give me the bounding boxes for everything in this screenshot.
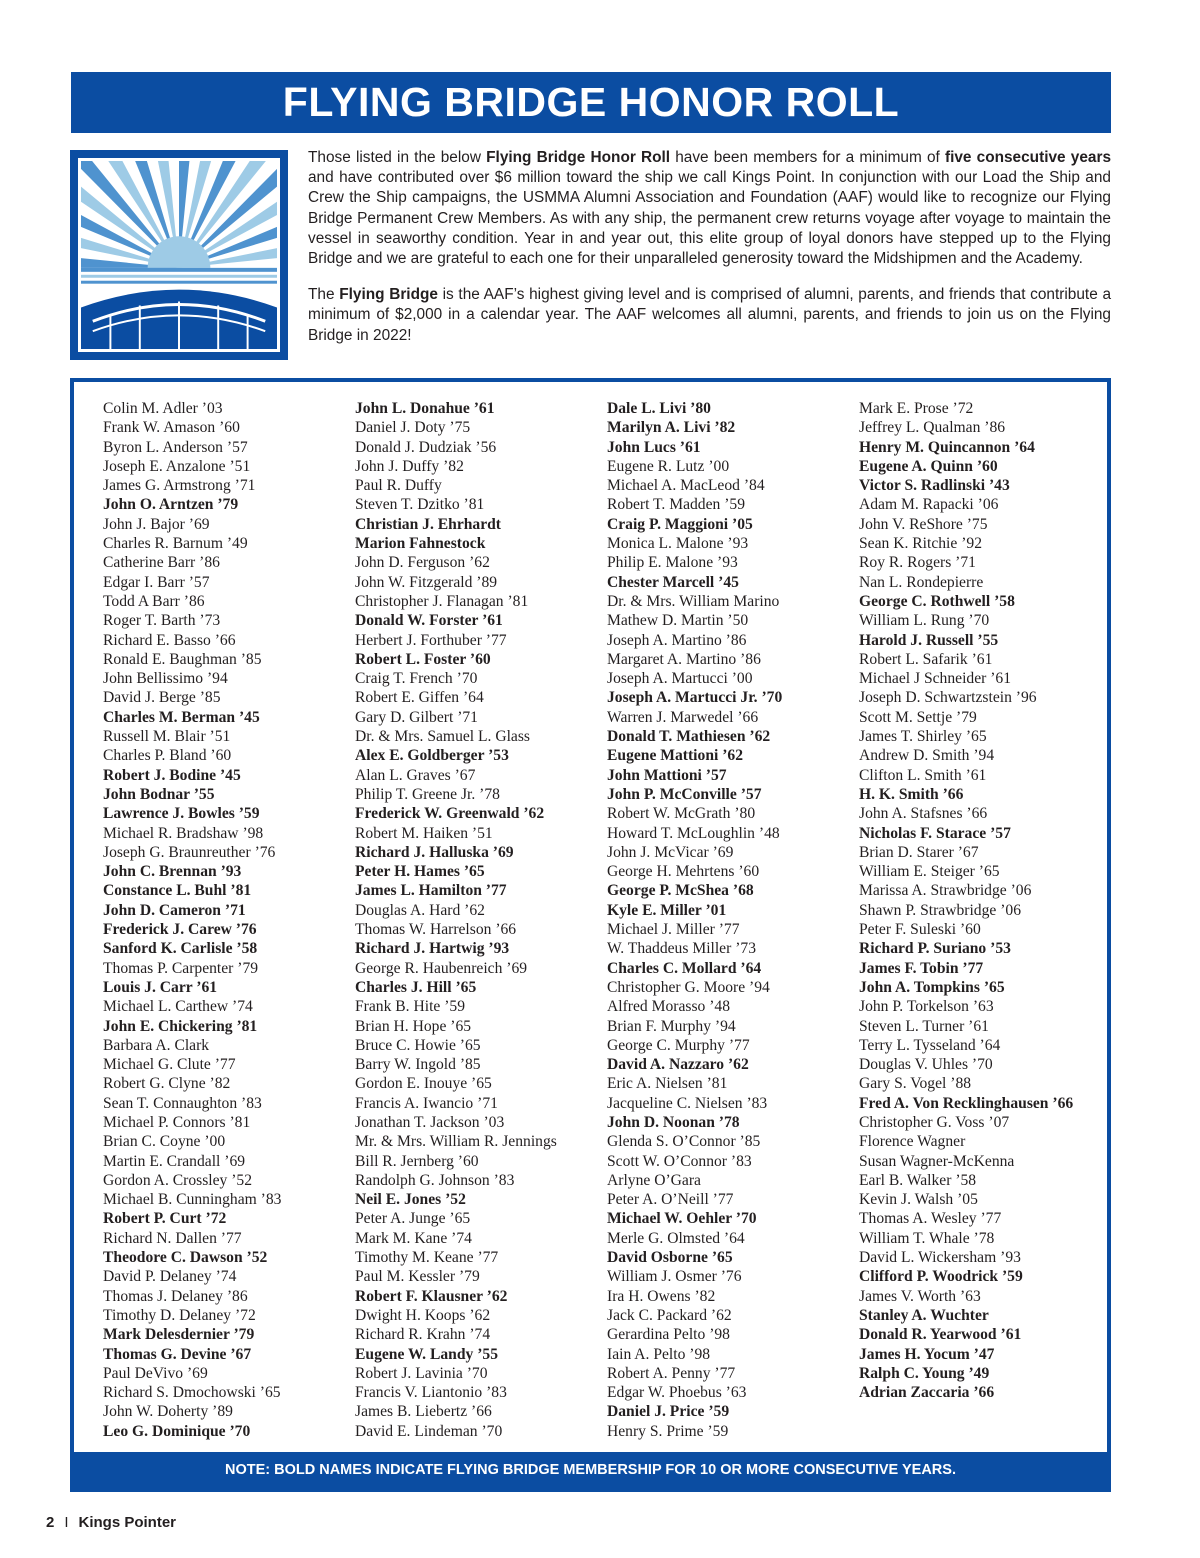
honor-roll-name: Charles J. Hill ’65 [355,978,477,996]
honor-roll-name: Scott M. Settje ’79 [859,708,977,726]
honor-roll-name: Barbara A. Clark [103,1036,210,1054]
intro-p1-run: Those listed in the below [308,149,487,166]
honor-roll-name: Clifton L. Smith ’61 [859,766,987,784]
honor-roll-name: Eugene Mattioni ’62 [607,747,744,765]
honor-roll-name: Philip E. Malone ’93 [607,554,738,572]
honor-roll-name: James T. Shirley ’65 [859,728,987,746]
honor-roll-name: Henry M. Quincannon ’64 [859,438,1035,456]
honor-roll-name: John C. Brennan ’93 [103,863,242,881]
honor-roll-column-1 [103,399,349,1441]
honor-roll-name: Jonathan T. Jackson ’03 [355,1113,505,1131]
honor-roll-name: Craig T. French ’70 [355,670,478,688]
honor-roll-name: John E. Chickering ’81 [103,1017,258,1035]
honor-roll-name: W. Thaddeus Miller ’73 [607,940,756,958]
honor-roll-name: Sean T. Connaughton ’83 [103,1094,262,1112]
honor-roll-name: John J. Bajor ’69 [103,515,210,533]
honor-roll-name: Brian C. Coyne ’00 [103,1133,226,1151]
honor-roll-name: Michael L. Carthew ’74 [103,998,253,1016]
honor-roll-name: Richard P. Suriano ’53 [859,940,1011,958]
honor-roll-name: James L. Hamilton ’77 [355,882,507,900]
honor-roll-name: Timothy M. Keane ’77 [355,1249,499,1267]
intro-p2-run: The [308,286,340,304]
honor-roll-name: Joseph A. Martucci ’00 [607,670,753,688]
honor-roll-name: Nan L. Rondepierre [859,573,984,591]
honor-roll-name: Stanley A. Wuchter [859,1306,989,1324]
honor-roll-name: Scott W. O’Connor ’83 [607,1152,752,1170]
honor-roll-name: John P. Torkelson ’63 [859,998,994,1016]
honor-roll-name: Thomas W. Harrelson ’66 [355,921,517,939]
honor-roll-name: Monica L. Malone ’93 [607,535,749,553]
honor-roll-name: Louis J. Carr ’61 [103,978,218,996]
honor-roll-name: Michael A. MacLeod ’84 [607,477,765,495]
honor-roll-name: Thomas J. Delaney ’86 [103,1287,248,1305]
honor-roll-name: Warren J. Marwedel ’66 [607,708,759,726]
honor-roll-name: Joseph A. Martucci Jr. ’70 [607,689,783,707]
honor-roll-name: Joseph G. Braunreuther ’76 [103,843,276,861]
honor-roll-name: John D. Ferguson ’62 [355,554,490,572]
honor-roll-name: Harold J. Russell ’55 [859,631,999,649]
honor-roll-name: Adam M. Rapacki ’06 [859,496,999,514]
honor-roll-name: Gordon E. Inouye ’65 [355,1075,492,1093]
honor-roll-name: Herbert J. Forthuber ’77 [355,631,507,649]
honor-roll-name: Frederick J. Carew ’76 [103,921,257,939]
honor-roll-name: Edgar W. Phoebus ’63 [607,1384,747,1402]
honor-roll-name: Douglas V. Uhles ’70 [859,1056,993,1074]
honor-roll-name: Bruce C. Howie ’65 [355,1036,481,1054]
honor-roll-name: Robert L. Foster ’60 [355,650,491,668]
honor-roll-name: Christian J. Ehrhardt [355,515,501,533]
honor-roll-name: Robert P. Curt ’72 [103,1210,227,1228]
honor-roll-name: Eugene A. Quinn ’60 [859,457,998,475]
honor-roll-name: Susan Wagner-McKenna [859,1152,1015,1170]
honor-roll-name: Peter H. Hames ’65 [355,863,485,881]
honor-roll-name: Michael J. Miller ’77 [607,921,740,939]
honor-roll-name: Donald R. Yearwood ’61 [859,1326,1022,1344]
honor-roll-name: Robert M. Haiken ’51 [355,824,493,842]
honor-roll-name: Charles M. Berman ’45 [103,708,260,726]
honor-roll-name: Donald T. Mathiesen ’62 [607,728,771,746]
honor-roll-name: Frank W. Amason ’60 [103,419,240,437]
bold-names-note: NOTE: BOLD NAMES INDICATE FLYING BRIDGE MEMBERSHIP FOR 10 OR MORE CONSECUTIVE YEARS. [74,1452,1107,1488]
honor-roll-name: Arlyne O’Gara [607,1171,701,1189]
honor-roll-name: Dr. & Mrs. Samuel L. Glass [355,728,530,746]
honor-roll-name: Kevin J. Walsh ’05 [859,1191,978,1209]
footer-separator: I [64,1514,69,1531]
honor-roll-name: Francis A. Iwancio ’71 [355,1094,498,1112]
honor-roll-name: Michael J Schneider ’61 [859,670,1011,688]
page-title: FLYING BRIDGE HONOR ROLL [71,72,1111,133]
honor-roll-name: Peter A. Junge ’65 [355,1210,471,1228]
honor-roll-name: Jacqueline C. Nielsen ’83 [607,1094,768,1112]
honor-roll-name: John J. Duffy ’82 [355,457,464,475]
honor-roll-name: Charles C. Mollard ’64 [607,959,762,977]
honor-roll-name: John A. Tompkins ’65 [859,978,1005,996]
honor-roll-name: Kyle E. Miller ’01 [607,901,727,919]
honor-roll-name: Roger T. Barth ’73 [103,612,221,630]
honor-roll-name: Marissa A. Strawbridge ’06 [859,882,1032,900]
honor-roll-name: Richard S. Dmochowski ’65 [103,1384,281,1402]
honor-roll-name: Margaret A. Martino ’86 [607,650,761,668]
intro-paragraph-1 [308,148,1111,269]
honor-roll-name: Eugene R. Lutz ’00 [607,457,730,475]
honor-roll-name: Todd A Barr ’86 [103,592,205,610]
honor-roll-name: Nicholas F. Starace ’57 [859,824,1011,842]
honor-roll-name: Daniel J. Doty ’75 [355,419,471,437]
honor-roll-name: John V. ReShore ’75 [859,515,988,533]
honor-roll-name: Clifford P. Woodrick ’59 [859,1268,1023,1286]
page-number: 2 [46,1514,55,1531]
honor-roll-name: Eric A. Nielsen ’81 [607,1075,728,1093]
honor-roll-name: James V. Worth ’63 [859,1287,981,1305]
honor-roll-name: Theodore C. Dawson ’52 [103,1249,268,1267]
honor-roll-name: John D. Noonan ’78 [607,1113,740,1131]
honor-roll-name: Ralph C. Young ’49 [859,1364,990,1382]
honor-roll-name: Gary D. Gilbert ’71 [355,708,478,726]
honor-roll-name: Brian D. Starer ’67 [859,843,979,861]
honor-roll-name: Brian H. Hope ’65 [355,1017,472,1035]
honor-roll-name: Sean K. Ritchie ’92 [859,535,982,553]
honor-roll-name: Thomas A. Wesley ’77 [859,1210,1002,1228]
honor-roll-name: George R. Haubenreich ’69 [355,959,528,977]
honor-roll-name: Richard N. Dallen ’77 [103,1229,242,1247]
honor-roll-name: Peter A. O’Neill ’77 [607,1191,734,1209]
honor-roll-name: Thomas P. Carpenter ’79 [103,959,259,977]
intro-paragraph-2 [308,285,1111,346]
honor-roll-name: Frank B. Hite ’59 [355,998,466,1016]
honor-roll-name: John Bodnar ’55 [103,785,215,803]
honor-roll-name: David J. Berge ’85 [103,689,221,707]
honor-roll-name: Robert T. Madden ’59 [607,496,746,514]
honor-roll-name: Robert J. Bodine ’45 [103,766,241,784]
honor-roll-column-4 [859,399,1105,1402]
honor-roll-name: Catherine Barr ’86 [103,554,220,572]
honor-roll-name: John O. Arntzen ’79 [103,496,239,514]
honor-roll-name: John Lucs ’61 [607,438,701,456]
honor-roll-name: Michael W. Oehler ’70 [607,1210,757,1228]
honor-roll-name: Jeffrey L. Qualman ’86 [859,419,1006,437]
publication-name: Kings Pointer [78,1514,177,1531]
honor-roll-name: William J. Osmer ’76 [607,1268,742,1286]
honor-roll-name: John Mattioni ’57 [607,766,727,784]
honor-roll-name: Dale L. Livi ’80 [607,400,711,417]
honor-roll-name: Donald J. Dudziak ’56 [355,438,497,456]
honor-roll-name: Joseph D. Schwartzstein ’96 [859,689,1037,707]
honor-roll-name: Alfred Morasso ’48 [607,998,730,1016]
honor-roll-name: Roy R. Rogers ’71 [859,554,976,572]
honor-roll-name: Dr. & Mrs. William Marino [607,592,780,610]
honor-roll-name: Constance L. Buhl ’81 [103,882,252,900]
honor-roll-name: Dwight H. Koops ’62 [355,1306,491,1324]
honor-roll-name: Richard J. Halluska ’69 [355,843,514,861]
honor-roll-name: Christopher J. Flanagan ’81 [355,592,529,610]
honor-roll-name: Martin E. Crandall ’69 [103,1152,246,1170]
honor-roll-name: Steven T. Dzitko ’81 [355,496,485,514]
honor-roll-name: Frederick W. Greenwald ’62 [355,805,545,823]
honor-roll-name: John L. Donahue ’61 [355,400,495,417]
honor-roll-name: Barry W. Ingold ’85 [355,1056,481,1074]
honor-roll-name: Mark Delesdernier ’79 [103,1326,255,1344]
intro-p2-run: Flying Bridge [339,286,438,304]
honor-roll-name: Russell M. Blair ’51 [103,728,231,746]
honor-roll-name: John D. Cameron ’71 [103,901,246,919]
honor-roll-name: Ira H. Owens ’82 [607,1287,716,1305]
honor-roll-name: Henry S. Prime ’59 [607,1422,729,1440]
honor-roll-name: Victor S. Radlinski ’43 [859,477,1010,495]
honor-roll-name: Chester Marcell ’45 [607,573,739,591]
honor-roll-name: Michael P. Connors ’81 [103,1113,251,1131]
honor-roll-name: Charles R. Barnum ’49 [103,535,248,553]
honor-roll-name: Thomas G. Devine ’67 [103,1345,252,1363]
honor-roll-name: Fred A. Von Recklinghausen ’66 [859,1094,1074,1112]
honor-roll-name: Gerardina Pelto ’98 [607,1326,730,1344]
honor-roll-name: George C. Rothwell ’58 [859,592,1015,610]
honor-roll-name: William L. Rung ’70 [859,612,990,630]
honor-roll-name: Michael B. Cunningham ’83 [103,1191,282,1209]
honor-roll-name: William E. Steiger ’65 [859,863,1000,881]
honor-roll-name: Richard R. Krahn ’74 [355,1326,491,1344]
honor-roll-name: John A. Stafsnes ’66 [859,805,988,823]
intro-p2-run: is the AAF’s highest giving level and is comprised of alumni, parents, and friends that contribute a minimum of $2,000 in a calendar year. The AAF welcomes all alumni, parents, and friends to join us on the Flying Bridge in 2022! [308,286,1112,344]
honor-roll-name: Michael G. Clute ’77 [103,1056,236,1074]
honor-roll-name: Craig P. Maggioni ’05 [607,515,753,533]
honor-roll-name: David A. Nazzaro ’62 [607,1056,749,1074]
honor-roll-name: James G. Armstrong ’71 [103,477,256,495]
intro-p1-run: and have contributed over $6 million toward the ship we call Kings Point. In conjunction with our Load the Ship and Crew the Ship campaigns, the USMMA Alumni Association and Foundation (AAF) would like to recognize our Flying Bridge Permanent Crew Members. As with any ship, the permanent crew returns voyage after voyage to maintain the vessel in seaworthy condition. Year in and year out, this elite group of loyal donors have stepped up to the Flying Bridge and we are grateful to each one for their unparalleled generosity toward the Midshipmen and the Academy. [308,169,1111,268]
honor-roll-name: Shawn P. Strawbridge ’06 [859,901,1021,919]
logo-graphic [81,161,277,349]
sunrise-bridge-logo-icon [70,150,288,360]
honor-roll-name: Douglas A. Hard ’62 [355,901,485,919]
honor-roll-column-3 [607,399,853,1441]
honor-roll-name: Alan L. Graves ’67 [355,766,476,784]
honor-roll-name: Sanford K. Carlisle ’58 [103,940,258,958]
honor-roll-name: Ronald E. Baughman ’85 [103,650,262,668]
honor-roll-name: John J. McVicar ’69 [607,843,734,861]
honor-roll-name: Joseph A. Martino ’86 [607,631,747,649]
honor-roll-name: Robert W. McGrath ’80 [607,805,756,823]
intro-p1-run: have been members for a minimum of [670,149,945,166]
honor-roll-name: Mr. & Mrs. William R. Jennings [355,1133,557,1151]
honor-roll-name: Gary S. Vogel ’88 [859,1075,972,1093]
honor-roll-name: Lawrence J. Bowles ’59 [103,805,260,823]
honor-roll-name: Christopher G. Moore ’94 [607,978,770,996]
honor-roll-name: Robert F. Klausner ’62 [355,1287,508,1305]
honor-roll-name: Gordon A. Crossley ’52 [103,1171,253,1189]
honor-roll-name: Peter F. Suleski ’60 [859,921,981,939]
honor-roll-name: Michael R. Bradshaw ’98 [103,824,264,842]
honor-roll-name: Iain A. Pelto ’98 [607,1345,711,1363]
honor-roll-name: John W. Doherty ’89 [103,1403,233,1421]
honor-roll-name: Howard T. McLoughlin ’48 [607,824,780,842]
intro-text [308,148,1111,362]
honor-roll-name: George P. McShea ’68 [607,882,754,900]
honor-roll-name: Robert G. Clyne ’82 [103,1075,231,1093]
honor-roll-name: Timothy D. Delaney ’72 [103,1306,256,1324]
honor-roll-name: Paul M. Kessler ’79 [355,1268,480,1286]
honor-roll-name: Edgar I. Barr ’57 [103,573,210,591]
honor-roll-name: George H. Mehrtens ’60 [607,863,760,881]
honor-roll-name: Byron L. Anderson ’57 [103,438,248,456]
honor-roll-name: Bill R. Jernberg ’60 [355,1152,479,1170]
honor-roll-name: David L. Wickersham ’93 [859,1249,1021,1267]
honor-roll-name: Jack C. Packard ’62 [607,1306,732,1324]
page-footer [46,1514,176,1531]
honor-roll-name: Donald W. Forster ’61 [355,612,503,630]
honor-roll-name: H. K. Smith ’66 [859,785,964,803]
intro-p1-run: Flying Bridge Honor Roll [486,149,671,166]
honor-roll-name: Eugene W. Landy ’55 [355,1345,498,1363]
honor-roll-name: Brian F. Murphy ’94 [607,1017,736,1035]
honor-roll-name: Christopher G. Voss ’07 [859,1113,1010,1131]
honor-roll-name: Richard J. Hartwig ’93 [355,940,510,958]
honor-roll-name: Paul R. Duffy [355,477,442,495]
honor-roll-name: Randolph G. Johnson ’83 [355,1171,515,1189]
honor-roll-name: Steven L. Turner ’61 [859,1017,989,1035]
intro-p1-run: five consecutive years [944,149,1111,166]
honor-roll-name: Neil E. Jones ’52 [355,1191,466,1209]
honor-roll-name: David E. Lindeman ’70 [355,1422,503,1440]
honor-roll-name: David Osborne ’65 [607,1249,733,1267]
honor-roll-name: Charles P. Bland ’60 [103,747,232,765]
honor-roll-name: William T. Whale ’78 [859,1229,995,1247]
honor-roll-name: Colin M. Adler ’03 [103,400,223,417]
honor-roll-name: Marion Fahnestock [355,535,486,553]
honor-roll-name: Robert E. Giffen ’64 [355,689,484,707]
honor-roll-name: Richard E. Basso ’66 [103,631,236,649]
honor-roll-name: Merle G. Olmsted ’64 [607,1229,745,1247]
honor-roll-name: Marilyn A. Livi ’82 [607,419,736,437]
honor-roll-name: James B. Liebertz ’66 [355,1403,492,1421]
honor-roll-name: James F. Tobin ’77 [859,959,984,977]
honor-roll-name: Mathew D. Martin ’50 [607,612,749,630]
honor-roll-name: Terry L. Tysseland ’64 [859,1036,1001,1054]
honor-roll-name: Robert L. Safarik ’61 [859,650,993,668]
honor-roll-name: Francis V. Liantonio ’83 [355,1384,507,1402]
honor-roll-name: David P. Delaney ’74 [103,1268,237,1286]
honor-roll-name: Joseph E. Anzalone ’51 [103,457,251,475]
honor-roll-name: Robert J. Lavinia ’70 [355,1364,488,1382]
honor-roll-name: John W. Fitzgerald ’89 [355,573,498,591]
honor-roll-name: Alex E. Goldberger ’53 [355,747,509,765]
honor-roll-name: Daniel J. Price ’59 [607,1403,730,1421]
honor-roll-name: Andrew D. Smith ’94 [859,747,995,765]
honor-roll-name: Florence Wagner [859,1133,966,1151]
honor-roll-name: Mark M. Kane ’74 [355,1229,472,1247]
honor-roll-name: Leo G. Dominique ’70 [103,1422,251,1440]
honor-roll-name: Robert A. Penny ’77 [607,1364,736,1382]
honor-roll-name: Glenda S. O’Connor ’85 [607,1133,761,1151]
honor-roll-name: Earl B. Walker ’58 [859,1171,977,1189]
honor-roll-name: John Bellissimo ’94 [103,670,228,688]
honor-roll-name: John P. McConville ’57 [607,785,762,803]
honor-roll-name: Adrian Zaccaria ’66 [859,1384,995,1402]
honor-roll-box [70,378,1111,1492]
honor-roll-name: Mark E. Prose ’72 [859,400,974,417]
honor-roll-name: Paul DeVivo ’69 [103,1364,208,1382]
honor-roll-column-2 [355,399,601,1441]
honor-roll-name: George C. Murphy ’77 [607,1036,750,1054]
honor-roll-name: James H. Yocum ’47 [859,1345,995,1363]
honor-roll-name: Philip T. Greene Jr. ’78 [355,785,500,803]
